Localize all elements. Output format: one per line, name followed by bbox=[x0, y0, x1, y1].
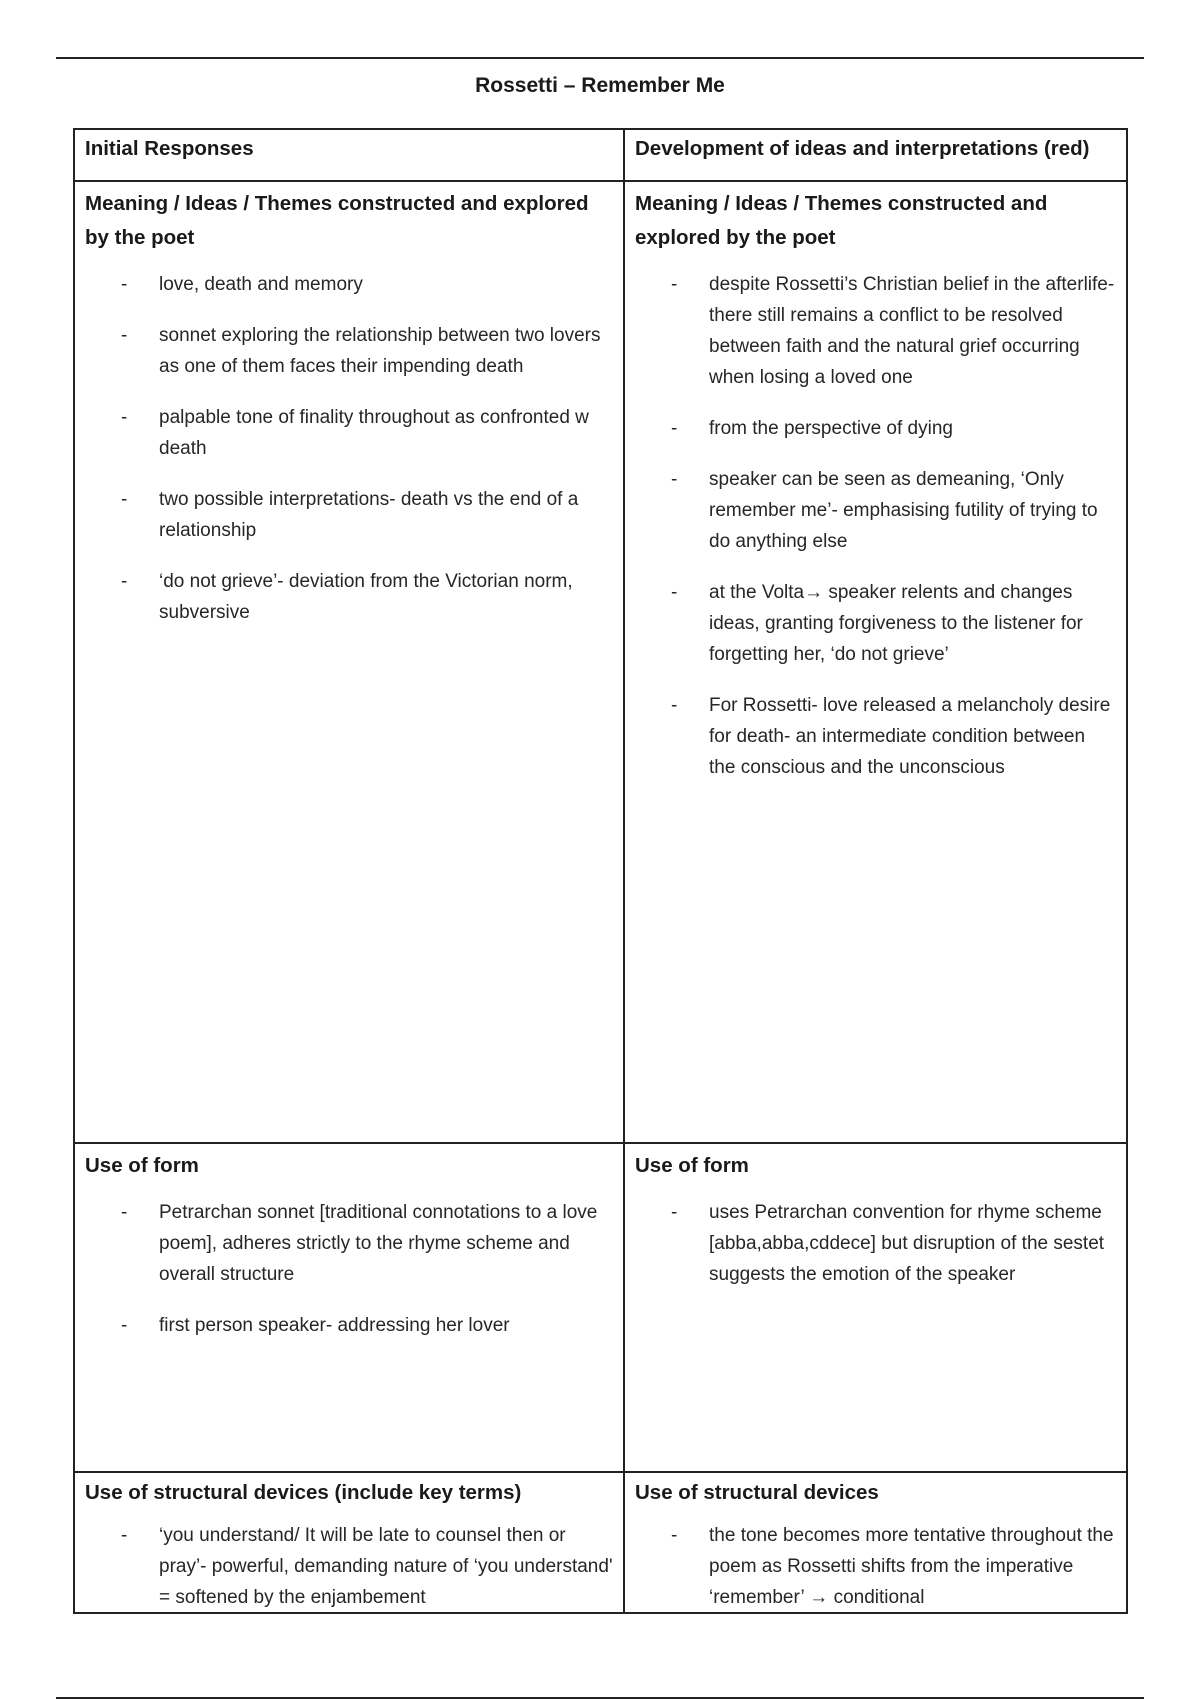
list-item: - uses Petrarchan convention for rhyme scheme [abba,abba,cddece] but disruption of the sestet suggests the emotion of the speaker bbox=[635, 1197, 1116, 1290]
list-item: - the tone becomes more tentative throughout the poem as Rossetti shifts from the imperative ‘remember’ → conditional bbox=[635, 1520, 1116, 1612]
bullet-dash: - bbox=[121, 274, 128, 295]
bullet-dash: - bbox=[671, 1525, 678, 1546]
bullet-dash: - bbox=[121, 1202, 128, 1223]
list-item: - despite Rossetti’s Christian belief in the afterlife- there still remains a conflict to be resolved between faith and the natural grief occurring when losing a loved one bbox=[635, 269, 1116, 393]
list-item: - palpable tone of finality throughout as confronted w death bbox=[85, 402, 613, 464]
bullet-dash: - bbox=[671, 695, 678, 716]
bullet-dash: - bbox=[121, 571, 128, 592]
list-item: - For Rossetti- love released a melancholy desire for death- an intermediate condition between the conscious and the unconscious bbox=[635, 690, 1116, 783]
bullet-dash: - bbox=[121, 325, 128, 346]
structure-development-cell bbox=[625, 1473, 1126, 1612]
list-item: - two possible interpretations- death vs the end of a relationship bbox=[85, 484, 613, 546]
meaning-development-cell bbox=[625, 182, 1126, 1142]
bullet-dash: - bbox=[121, 489, 128, 510]
meaning-development-list bbox=[635, 269, 1116, 783]
form-initial-heading: Use of form bbox=[85, 1154, 199, 1177]
list-item: - speaker can be seen as demeaning, ‘Only remember me’- emphasising futility of trying to do anything else bbox=[635, 464, 1116, 557]
bullet-dash: - bbox=[671, 418, 678, 439]
list-item: - first person speaker- addressing her lover bbox=[85, 1310, 613, 1341]
list-item: - at the Volta→ speaker relents and changes ideas, granting forgiveness to the listener for forgetting her, ‘do not grieve’ bbox=[635, 577, 1116, 670]
notes-table bbox=[73, 128, 1128, 1614]
form-initial-cell bbox=[75, 1144, 623, 1471]
form-development-heading: Use of form bbox=[635, 1154, 749, 1177]
document-title: Rossetti – Remember Me bbox=[475, 74, 725, 97]
structure-initial-heading: Use of structural devices (include key terms) bbox=[85, 1481, 522, 1504]
list-item: - Petrarchan sonnet [traditional connotations to a love poem], adheres strictly to the rhyme scheme and overall structure bbox=[85, 1197, 613, 1290]
list-item: - sonnet exploring the relationship between two lovers as one of them faces their impending death bbox=[85, 320, 613, 382]
bottom-rule bbox=[56, 1697, 1144, 1699]
form-development-list bbox=[635, 1197, 1116, 1290]
meaning-development-heading: Meaning / Ideas / Themes constructed and explored by the poet bbox=[635, 192, 1048, 249]
header-initial-responses: Initial Responses bbox=[85, 137, 254, 160]
bullet-dash: - bbox=[671, 274, 678, 295]
bullet-dash: - bbox=[671, 582, 678, 603]
bullet-dash: - bbox=[121, 1525, 128, 1546]
list-item: - love, death and memory bbox=[85, 269, 613, 300]
list-item: - from the perspective of dying bbox=[635, 413, 1116, 444]
meaning-initial-heading: Meaning / Ideas / Themes constructed and explored by the poet bbox=[85, 192, 589, 249]
list-item: - ‘you understand/ It will be late to counsel then or pray’- powerful, demanding nature of ‘you understand' = softened by the enjambement bbox=[85, 1520, 613, 1612]
meaning-initial-cell bbox=[75, 182, 623, 1142]
meaning-initial-list bbox=[85, 269, 613, 628]
structure-development-heading: Use of structural devices bbox=[635, 1481, 879, 1504]
bullet-dash: - bbox=[121, 1315, 128, 1336]
structure-initial-list bbox=[85, 1520, 613, 1612]
bullet-dash: - bbox=[671, 1202, 678, 1223]
form-initial-list bbox=[85, 1197, 613, 1341]
list-item: - ‘do not grieve’- deviation from the Victorian norm, subversive bbox=[85, 566, 613, 628]
form-development-cell bbox=[625, 1144, 1126, 1471]
bullet-dash: - bbox=[121, 407, 128, 428]
structure-initial-cell bbox=[75, 1473, 623, 1612]
header-development: Development of ideas and interpretations (red) bbox=[635, 137, 1090, 160]
top-rule bbox=[56, 57, 1144, 59]
bullet-dash: - bbox=[671, 469, 678, 490]
structure-development-list bbox=[635, 1520, 1116, 1612]
